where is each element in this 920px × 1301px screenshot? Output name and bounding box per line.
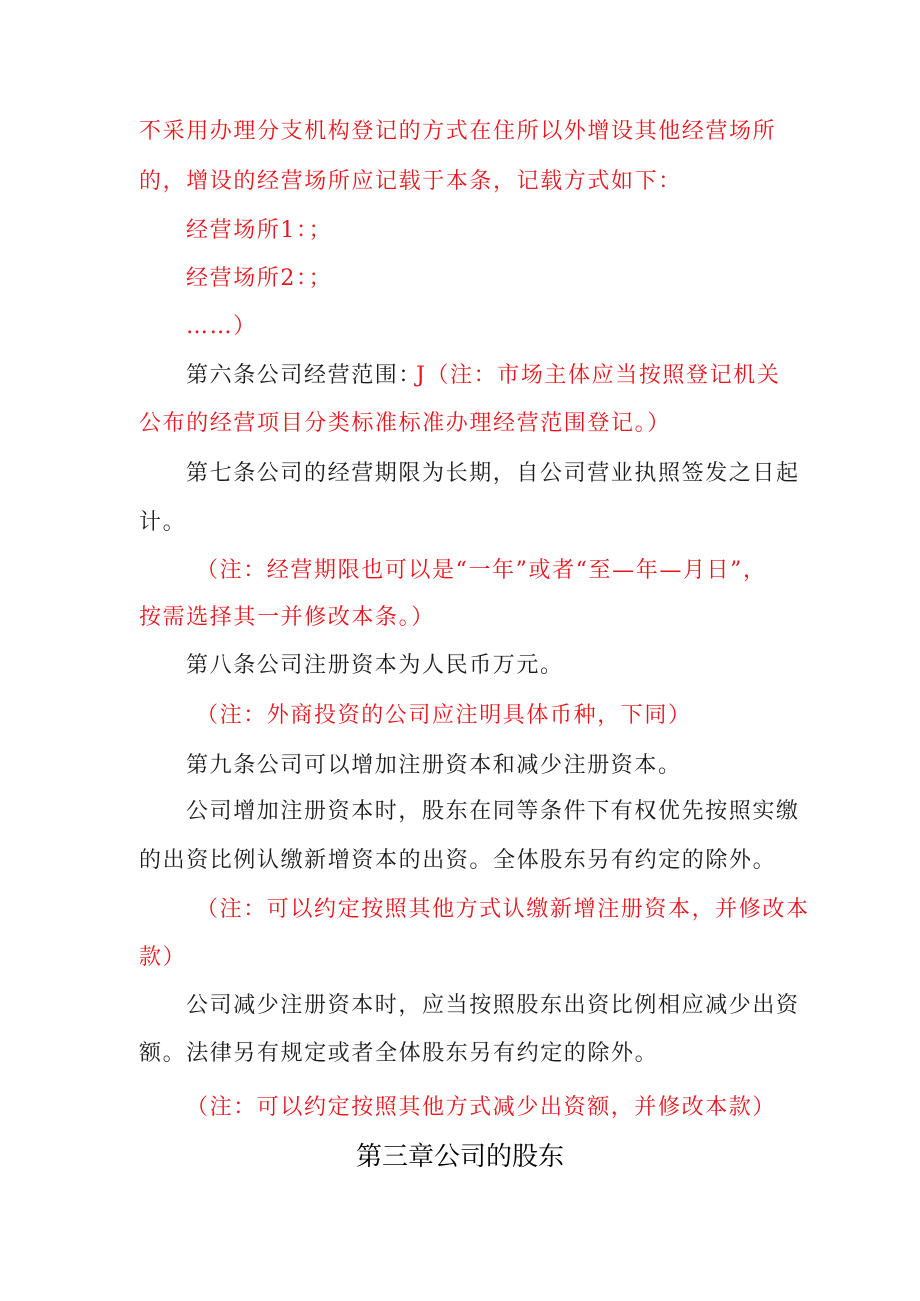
text-line: 第八条公司注册资本为人民币万元。	[186, 653, 564, 678]
text-line: 按需选择其一并修改本条。）	[139, 605, 435, 630]
text-line: 计。	[139, 510, 187, 535]
text-line: 经营场所2：；	[186, 266, 333, 291]
text-line: 公司增加注册资本时，股东在同等条件下有权优先按照实缴	[186, 799, 800, 824]
text-line: 经营场所1：；	[186, 218, 333, 243]
text-line: （注：可以约定按照其他方式减少出资额，并修改本款）	[186, 1095, 777, 1120]
text-line: （注：可以约定按照其他方式认缴新增注册资本，并修改本	[196, 897, 810, 922]
text-line: 的，增设的经营场所应记载于本条，记载方式如下：	[139, 169, 682, 194]
text-line: 第七条公司的经营期限为长期，自公司营业执照签发之日起	[186, 461, 800, 486]
text-line: 额。法律另有规定或者全体股东另有约定的除外。	[139, 1041, 659, 1066]
text-line: （注：外商投资的公司应注明具体币种，下同）	[196, 703, 692, 728]
text-line: 公司减少注册资本时，应当按照股东出资比例相应减少出资	[186, 993, 800, 1018]
text-line: 不采用办理分支机构登记的方式在住所以外增设其他经营场所	[139, 119, 777, 144]
text-line: ……）	[186, 314, 257, 339]
chapter-heading: 第三章公司的股东	[355, 1142, 564, 1172]
text-line: （注：经营期限也可以是“一年”或者“至—年—月日”，	[196, 558, 767, 583]
text-line: 款）	[139, 945, 187, 970]
text-line: 的出资比例认缴新增资本的出资。全体股东另有约定的除外。	[139, 848, 777, 873]
text-line: 公布的经营项目分类标准标准办理经营范围登记。）	[139, 411, 671, 436]
article-6-title: 第六条公司经营范围：	[186, 363, 423, 388]
text-line: 第九条公司可以增加注册资本和减少注册资本。	[186, 753, 682, 778]
article-6-note: J（注：市场主体应当按照登记机关	[416, 363, 781, 388]
